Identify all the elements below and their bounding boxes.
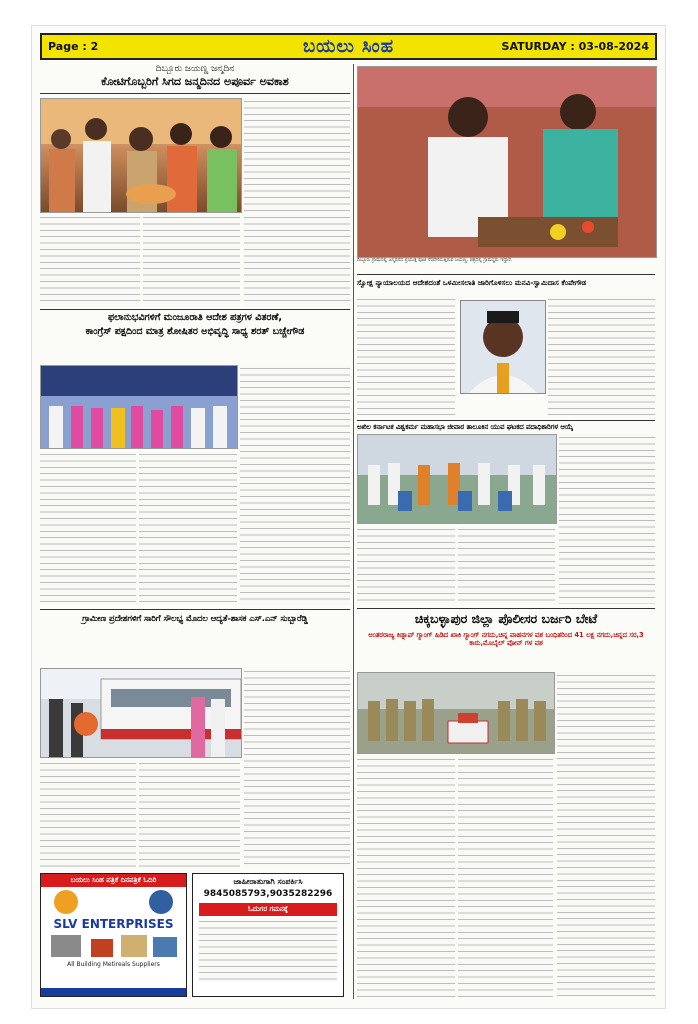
- swamy-portrait: [460, 300, 546, 394]
- classified-advertisement: [192, 873, 344, 997]
- vishwakarma-body-col2: [458, 526, 555, 604]
- classified-title: ಜಾಹೀರಾತುಗಾಗಿ ಸಂಪರ್ಕಿಸಿ: [233, 877, 303, 886]
- congress-photo: [40, 365, 238, 449]
- police-body-col2: [458, 756, 553, 997]
- swamy-body-col2: [548, 296, 655, 416]
- police-subhead: ಅಂತರರಾಜ್ಯ ಕಿಡ್ನಾಪ್ ಗ್ಯಾಂಗ್ ಹಿಡಿದ ಖಾಕಿ ಗ್ಯಾಂಗ್ ನಗದು,ಚಿನ್ನ ವಾಹನಗಳ ವಶ ಬಂಧಿತರಿಂದ 41 ಲಕ್ಷ ನಗದು,ಚಿನ್ನದ ಸರ,3 ಕಾರು,ಮೊಬೈಲ್ ಪೋನ್ ಗಳ ವಶ: [368, 631, 644, 647]
- vishwakarma-body-col1: [357, 526, 455, 604]
- slv-name: SLV ENTERPRISES: [53, 917, 174, 931]
- masthead: [40, 33, 657, 60]
- birthday-body-col3: [244, 214, 350, 306]
- puja-caption: ದಿಬ್ಬೂರು ಗ್ರಾಮದಲ್ಲಿ ಜನ್ಮದಿನದ ಪ್ರಯುಕ್ತ ಪೂಜೆ ನೆರವೇರಿಸುತ್ತಿರುವ ಜಯಣ್ಣ, ಚಿತ್ರದಲ್ಲಿ ಗ್ರಾಮಸ್ಥರು ಇದ್ದಾರೆ.: [357, 258, 513, 263]
- slv-advertisement: [40, 873, 187, 997]
- birthday-body-right: [244, 98, 350, 211]
- puja-photo: [357, 66, 657, 258]
- vishwakarma-body-right: [559, 434, 655, 604]
- vishwakarma-photo: [357, 434, 557, 524]
- birthday-body-col1: [40, 214, 140, 306]
- birthday-headline: ಕೋಟಿಗೊಬ್ಬರಿಗೆ ಸಿಗದ ಜನ್ಮದಿನದ ಅಪೂರ್ವ ಅವಕಾಶ: [101, 75, 289, 88]
- slv-tagline: All Building Metireals Suppliers: [67, 961, 160, 968]
- police-headline: ಚಿಕ್ಕಬಳ್ಳಾಪುರ ಜಿಲ್ಲಾ ಪೊಲೀಸರ ಬರ್ಜರಿ ಬೇಟೆ: [414, 611, 598, 626]
- congress-body-right: [240, 365, 350, 605]
- police-body-right: [557, 672, 655, 997]
- swamy-body-col1: [357, 296, 455, 416]
- newspaper-title: ಬಯಲು ಸಿಂಹ: [302, 36, 395, 57]
- birthday-kicker: ದಿಬ್ಬೂರು ಜಯಣ್ಣ ಜನ್ಮದಿನ: [155, 64, 235, 74]
- page-number: Page : 2: [48, 40, 99, 53]
- classified-phone: 9845085793,9035282296: [203, 889, 333, 899]
- birthday-photo: [40, 98, 242, 213]
- congress-body-col1: [40, 451, 136, 605]
- notice-title: ಓದುಗರ ಗಮನಕ್ಕೆ: [199, 903, 337, 916]
- birthday-body-col2: [143, 214, 240, 306]
- rural-body-right: [244, 668, 350, 868]
- rural-body-col2: [139, 760, 240, 868]
- police-photo: [357, 672, 555, 754]
- issue-date: SATURDAY : 03-08-2024: [501, 40, 649, 53]
- slv-banner: ಬಯಲು ಸಿಂಹ ಪತ್ರಿಕೆ ದಿನಪತ್ರಿಕೆ ಓದಿರಿ: [41, 874, 186, 887]
- rural-body-col1: [40, 760, 136, 868]
- bus-photo: [40, 668, 242, 758]
- vishwakarma-headline: ಅಖಿಲ ಕರ್ನಾಟಕ ವಿಶ್ವಕರ್ಮ ಮಹಾಸಭಾ ಜೀವಾರ ತಾಲೂಕಿನ ಯುವ ಘಟಕದ ಪದಾಧಿಕಾರಿಗಳ ಆಯ್ಕೆ: [357, 423, 574, 431]
- congress-headline-2: ಕಾಂಗ್ರೆಸ್ ಪಕ್ಷದಿಂದ ಮಾತ್ರ ಶೋಷಿತರ ಅಭಿವೃದ್ಧಿ ಸಾಧ್ಯ ಶರತ್ ಬಚ್ಚೇಗೌಡ: [85, 326, 305, 337]
- swamy-headline: ಸ್ವೋಕ್ಷ ನ್ಯಾಯಾಲಯದ ಆದೇಶದಂತೆ ಒಳಮೀಸಲಾತಿ ಜಾರಿಗೊಳಿಸಲು ಮನವಿ-ಸ್ವಾಮಿದಾಸ ಕೆಂಪೇಗೌಡ: [357, 278, 587, 287]
- congress-headline-1: ಫಲಾನುಭವಿಗಳಿಗೆ ಮಂಜೂರಾತಿ ಆದೇಶ ಪತ್ರಗಳ ವಿತರಣೆ,: [108, 312, 282, 323]
- congress-body-col2: [139, 451, 237, 605]
- rural-headline: ಗ್ರಾಮೀಣ ಪ್ರದೇಶಗಳಿಗೆ ಸಾರಿಗೆ ಸೌಲಭ್ಯ ಮೊದಲ ಆದ್ಯತೆ-ಶಾಸಕ ಎಸ್.ಎನ್ ಸುಬ್ಬಾರೆಡ್ಡಿ: [82, 613, 308, 623]
- police-body-col1: [357, 756, 455, 997]
